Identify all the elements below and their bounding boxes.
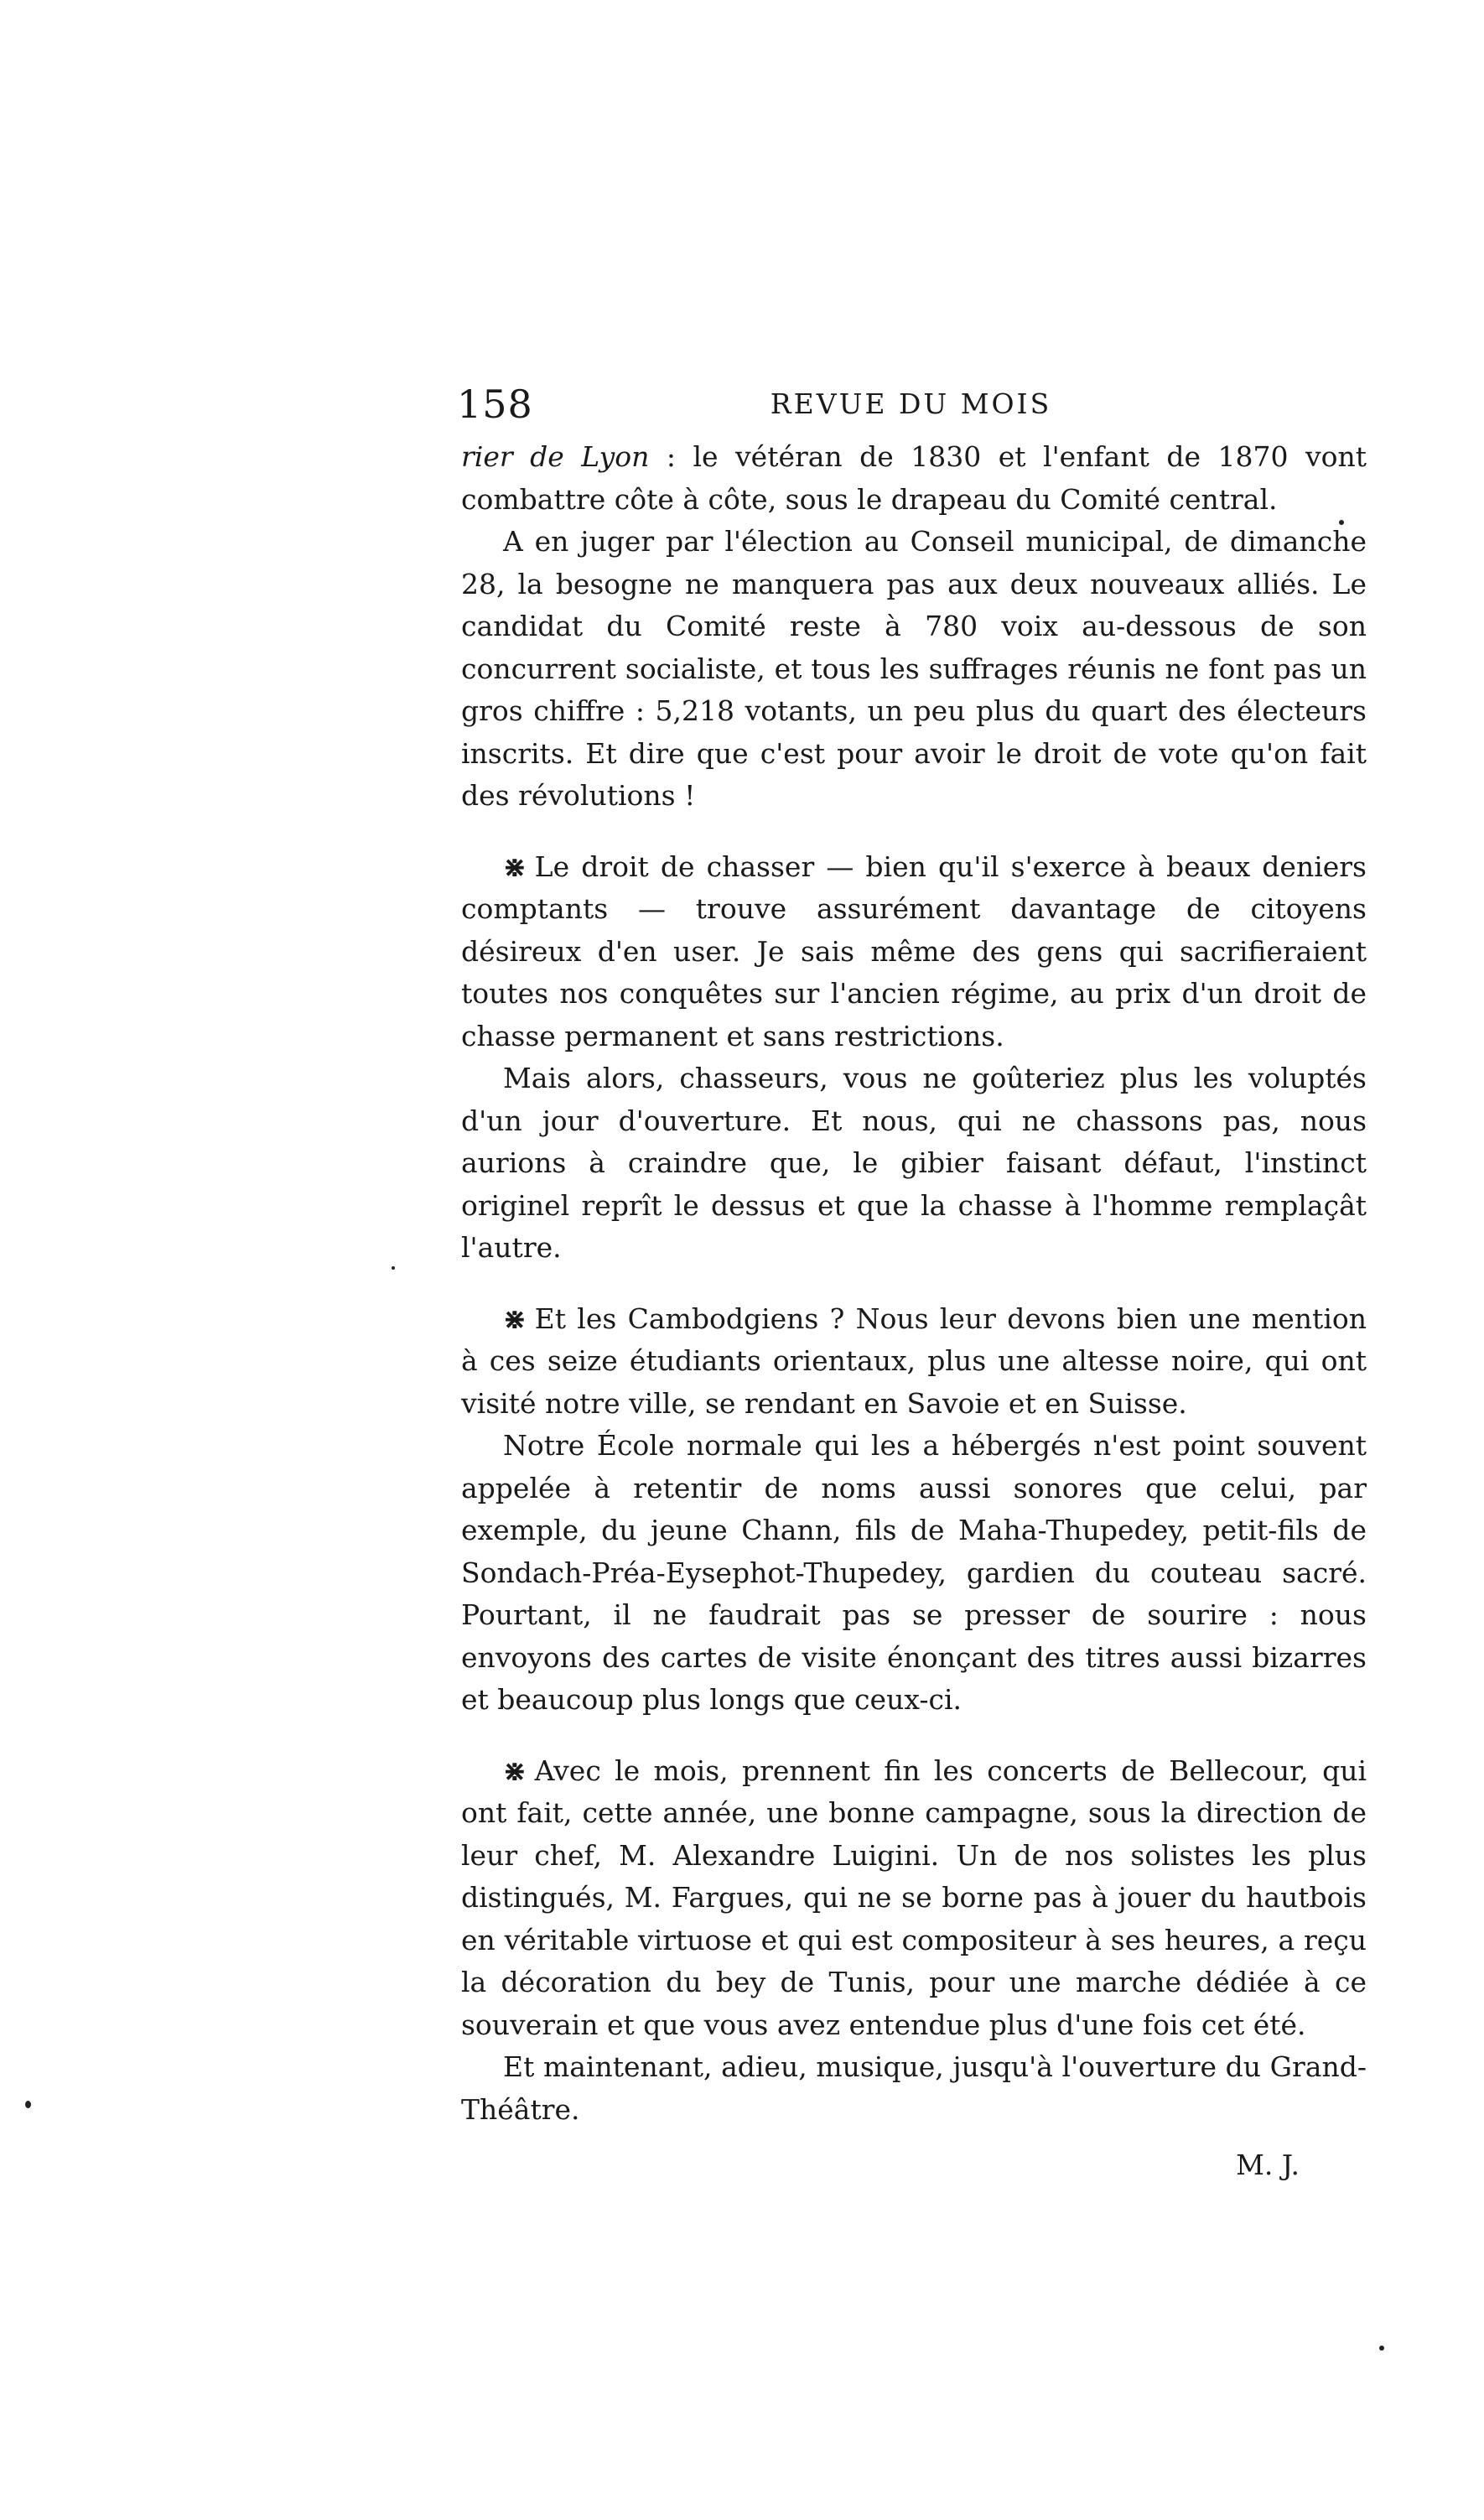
paragraph-text: Le droit de chasser — bien qu'il s'exerce à beaux deniers comptants — trouve assurément davantage de citoyens désireux d'en user. Je sais même des gens qui sacrifieraient toutes nos conquêtes sur l'ancien régime, au prix d'un droit de chasse permanent et sans restrictions. [461,850,1367,1052]
paragraph-ecole-normale: Notre École normale qui les a hébergés n'est point souvent appelée à retentir de noms aussi sonores que celui, par exemple, du jeune Chann, fils de Maha-Thupedey, petit-fils de Sondach-Préa-Eysephot-Thupedey, gardien du couteau sacré. Pourtant, il ne faudrait pas se presser de sourire : nous envoyons des cartes de visite énonçant des titres aussi bizarres et beaucoup plus longs que ceux-ci. [461,1429,1367,1716]
paragraph-hunting-2: Mais alors, chasseurs, vous ne goûteriez plus les voluptés d'un jour d'ouverture. Et nous, qui ne chassons pas, nous aurions à craindre que, le gibier faisant défaut, l'instinct originel reprît le dessus et que la chasse à l'homme remplaçât l'autre. [461,1062,1367,1264]
scan-speck [25,2101,31,2108]
paragraph-text: Avec le mois, prennent fin les concerts de Bellecour, qui ont fait, cette année, une bonne campagne, sous la direction de leur chef, M. Alexandre Luigini. Un de nos solistes les plus distingués, M. Fargues, qui ne se borne pas à jouer du hautbois en véritable virtuose et qui est compositeur à ses heures, a reçu la décoration du bey de Tunis, pour une marche dédiée à ce souverain et que vous avez entendue plus d'une fois cet été. [461,1754,1367,2041]
paragraph-text: : le vétéran de 1830 et l'enfant de 1870 vont combattre côte à côte, sous le drapeau du Comité central. [461,440,1367,516]
paragraph-election: A en juger par l'élection au Conseil municipal, de dimanche 28, la besogne ne manquera pas aux deux nouveaux alliés. Le candidat du Comité reste à 780 voix au-dessous de son concurrent socialiste, et tous les suffrages réunis ne font pas un gros chiffre : 5,218 votants, un peu plus du quart des électeurs inscrits. Et dire que c'est pour avoir le droit de vote qu'on fait des révolutions ! [461,525,1367,812]
signature: M. J. [1236,2148,1300,2181]
page-header [457,379,1365,429]
paragraph-hunting [461,846,1367,1058]
paragraph-cambodians [461,1298,1367,1426]
scan-speck [1379,2346,1384,2351]
paragraph-concerts [461,1750,1367,2047]
asterism-ornament: ⋇ [503,1302,527,1335]
scan-speck [1339,520,1344,525]
paragraph-text: Et les Cambodgiens ? Nous leur devons bien une mention à ces seize étudiants orientaux, plus une altesse noire, qui ont visité notre ville, se rendant en Savoie et en Suisse. [461,1302,1367,1420]
running-title: REVUE DU MOIS [770,387,1052,420]
asterism-ornament: ⋇ [503,850,527,883]
paragraph-farewell: Et maintenant, adieu, musique, jusqu'à l'ouverture du Grand-Théâtre. [461,2050,1367,2126]
asterism-ornament: ⋇ [503,1754,527,1787]
italic-fragment: rier de Lyon [461,440,650,473]
scan-speck [392,1266,395,1270]
page-number: 158 [457,382,533,427]
paragraph-continuation [461,436,1367,521]
article-body [461,436,1367,2187]
